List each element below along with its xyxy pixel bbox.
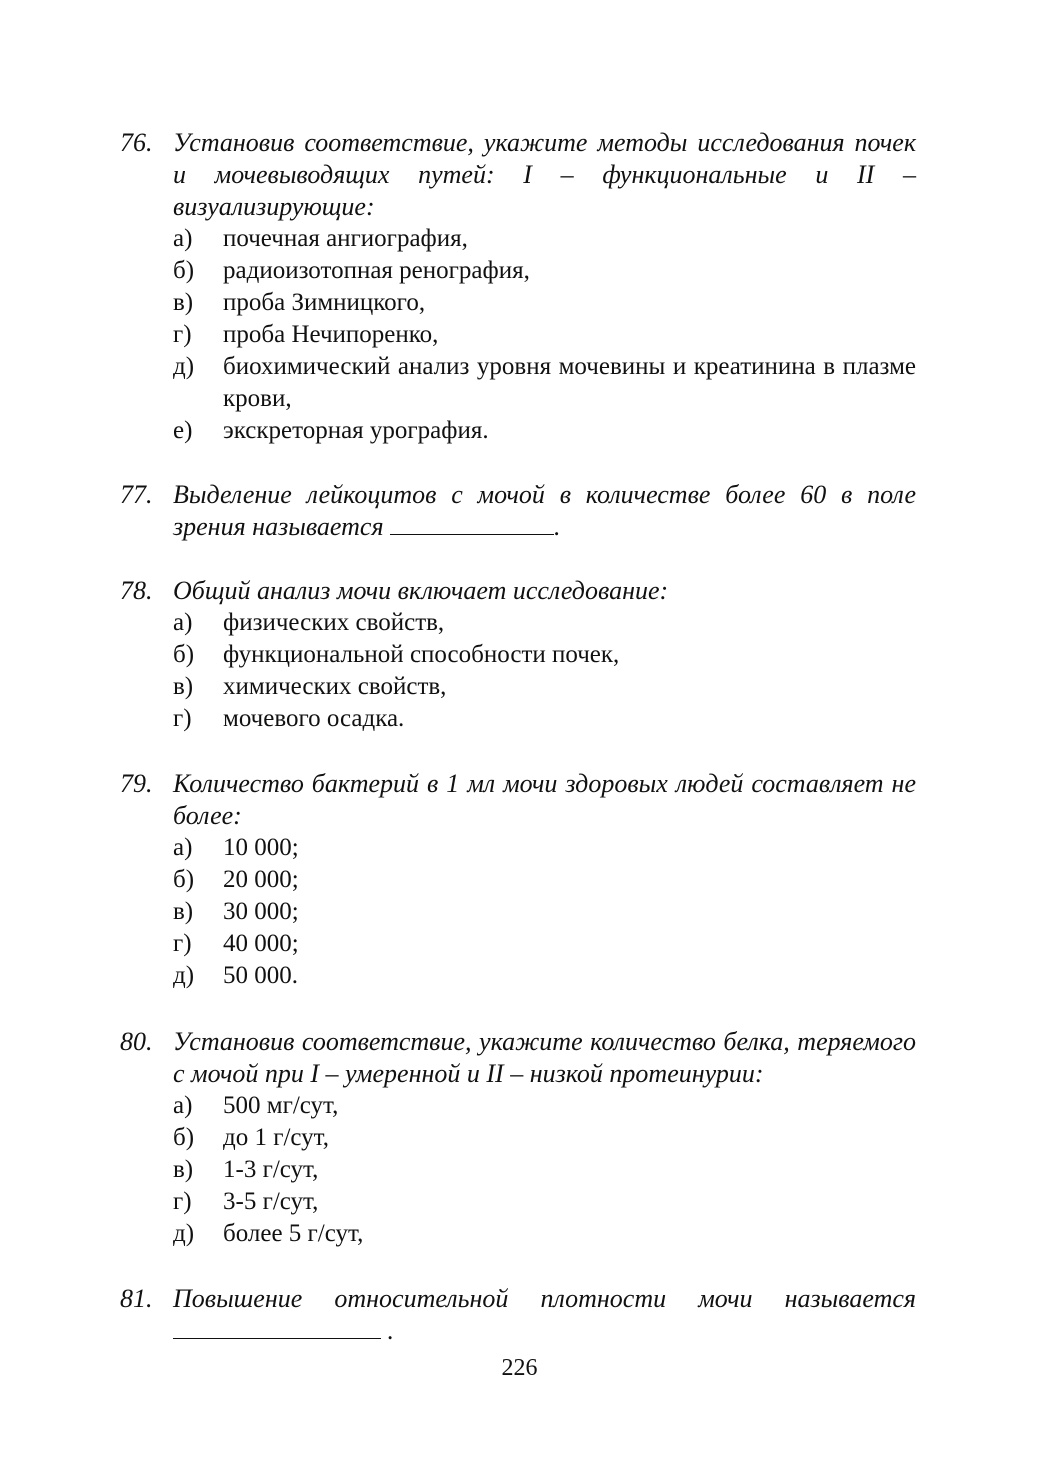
option-text: до 1 г/сут, — [223, 1124, 329, 1151]
question-text — [173, 479, 916, 543]
answer-option — [173, 1186, 916, 1218]
option-text: 500 мг/сут, — [223, 1092, 339, 1119]
option-letter: б) — [173, 257, 195, 284]
question-text: Повышение относительной плотности мочи называется — [173, 1284, 916, 1313]
answer-option — [173, 896, 916, 928]
option-text: биохимический анализ уровня мочевины и креатинина в плазме крови, — [223, 353, 916, 412]
option-text: радиоизотопная ренография, — [223, 257, 530, 284]
answer-option — [173, 1218, 916, 1250]
option-text: почечная ангиография, — [223, 225, 468, 252]
option-text: проба Нечипоренко, — [223, 321, 439, 348]
answer-option — [173, 928, 916, 960]
option-letter: в) — [173, 673, 194, 700]
option-text: 1-3 г/сут, — [223, 1156, 319, 1183]
option-letter: г) — [173, 1188, 192, 1215]
question-text: Установив соответствие, укажите методы исследования почек и мочевыводящих путей: I – функциональные и II – визуализирующие: — [173, 128, 916, 221]
page-number: 226 — [501, 1355, 538, 1381]
option-letter: б) — [173, 866, 195, 893]
option-text: 30 000; — [223, 898, 299, 925]
question-text: Общий анализ мочи включает исследование: — [173, 576, 669, 605]
question-79 — [120, 768, 916, 1008]
answer-option — [173, 1090, 916, 1122]
question-number: 80. — [120, 1027, 153, 1056]
answer-option — [173, 832, 916, 864]
option-letter: б) — [173, 1124, 195, 1151]
answer-options — [173, 607, 916, 735]
question-text: Установив соответствие, укажите количество белка, теряемого с мочой при I – умеренной и II – низкой протеинурии: — [173, 1027, 916, 1088]
option-text: физических свойств, — [223, 609, 445, 636]
answer-options — [173, 223, 916, 447]
question-answer-line — [173, 1315, 916, 1347]
answer-option — [173, 960, 916, 992]
answer-option — [173, 223, 916, 255]
option-text: 50 000. — [223, 962, 298, 989]
option-letter: е) — [173, 417, 193, 444]
question-number: 77. — [120, 480, 153, 509]
answer-options — [173, 1090, 916, 1250]
option-letter: в) — [173, 289, 194, 316]
option-letter: а) — [173, 834, 193, 861]
option-text: мочевого осадка. — [223, 705, 405, 732]
answer-option — [173, 415, 916, 447]
answer-option — [173, 1154, 916, 1186]
answer-blank[interactable] — [390, 512, 554, 535]
question-number: 79. — [120, 769, 153, 798]
answer-option — [173, 255, 916, 287]
option-letter: а) — [173, 609, 193, 636]
option-text: функциональной способности почек, — [223, 641, 620, 668]
answer-option — [173, 287, 916, 319]
answer-option — [173, 703, 916, 735]
option-text: более 5 г/сут, — [223, 1220, 364, 1247]
question-number: 76. — [120, 128, 153, 157]
option-letter: д) — [173, 1220, 195, 1247]
question-81 — [120, 1283, 916, 1347]
answer-option — [173, 671, 916, 703]
answer-blank[interactable] — [173, 1316, 381, 1339]
option-text: 10 000; — [223, 834, 299, 861]
option-text: проба Зимницкого, — [223, 289, 426, 316]
question-76 — [120, 127, 916, 463]
question-77 — [120, 479, 916, 543]
option-letter: а) — [173, 225, 193, 252]
option-text: 20 000; — [223, 866, 299, 893]
answer-option — [173, 607, 916, 639]
question-text: Количество бактерий в 1 мл мочи здоровых людей составляет не более: — [173, 769, 916, 830]
option-letter: в) — [173, 1156, 194, 1183]
option-letter: в) — [173, 898, 194, 925]
answer-option — [173, 639, 916, 671]
answer-options — [173, 832, 916, 992]
option-letter: г) — [173, 705, 192, 732]
option-letter: г) — [173, 321, 192, 348]
option-text: экскреторная урография. — [223, 417, 489, 444]
option-text: химических свойств, — [223, 673, 447, 700]
answer-option — [173, 1122, 916, 1154]
option-letter: д) — [173, 962, 195, 989]
option-letter: г) — [173, 930, 192, 957]
question-text-body: Выделение лейкоцитов с мочой в количестве более 60 в поле зрения называется — [173, 480, 916, 541]
option-letter: б) — [173, 641, 195, 668]
answer-option — [173, 351, 916, 415]
option-letter: а) — [173, 1092, 193, 1119]
option-text: 3-5 г/сут, — [223, 1188, 319, 1215]
answer-option — [173, 864, 916, 896]
option-letter: д) — [173, 353, 195, 380]
question-78 — [120, 575, 916, 751]
question-number: 81. — [120, 1284, 153, 1313]
question-text-end: . — [554, 512, 561, 541]
question-number: 78. — [120, 576, 153, 605]
question-80 — [120, 1026, 916, 1266]
option-text: 40 000; — [223, 930, 299, 957]
question-text-end: . — [381, 1316, 394, 1345]
answer-option — [173, 319, 916, 351]
